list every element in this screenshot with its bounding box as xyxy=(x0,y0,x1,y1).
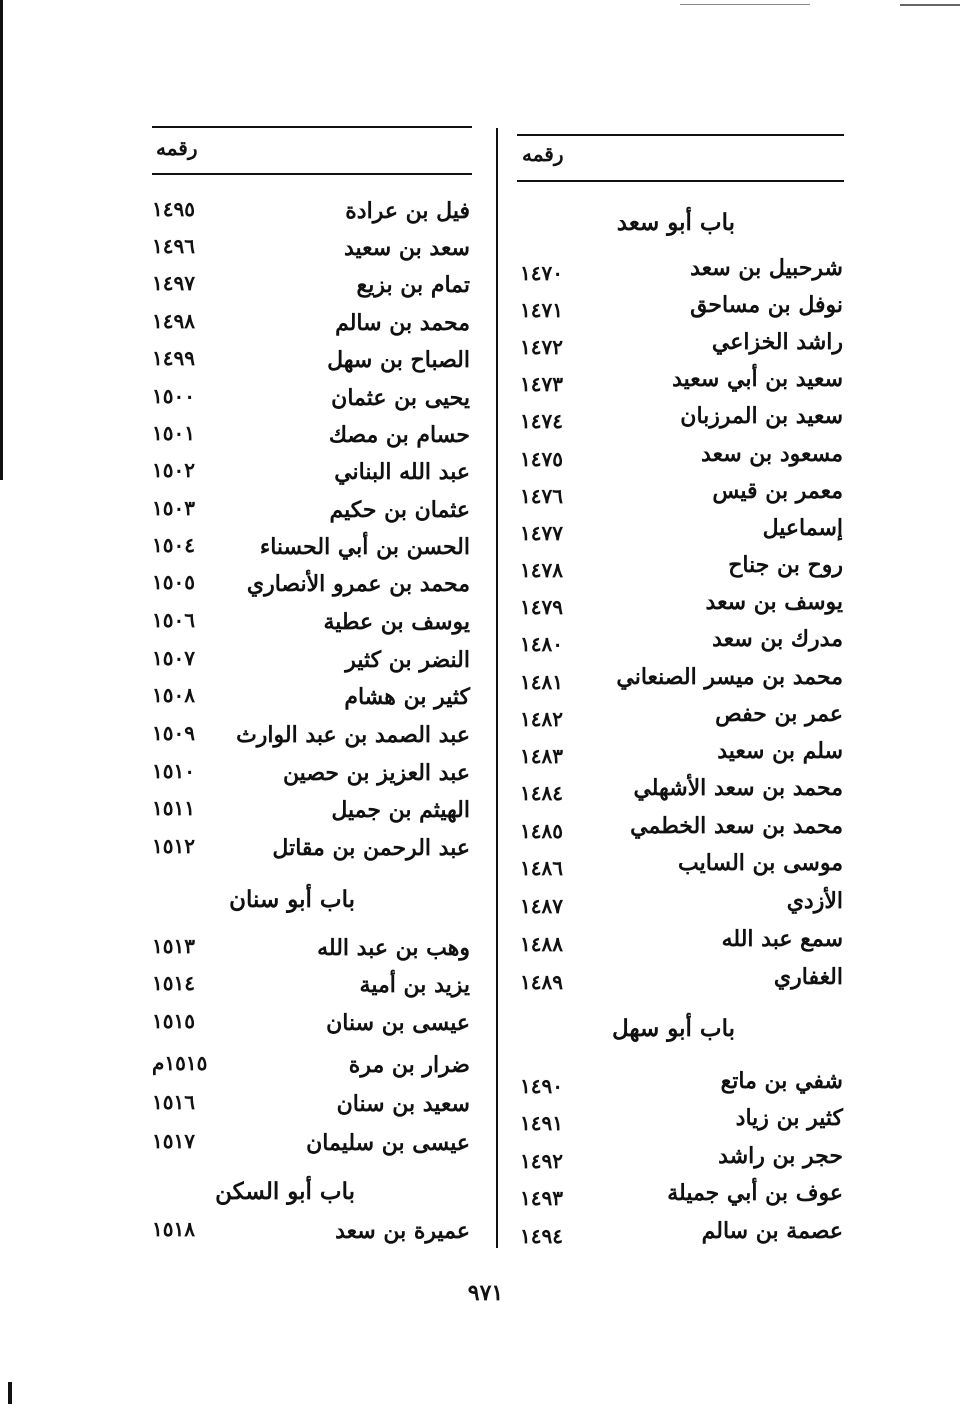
entry-name: النضر بن كثير xyxy=(345,647,470,673)
entry-number: ١٥١٢ xyxy=(152,834,195,858)
entry-number: ١٤٨١ xyxy=(520,670,563,694)
entry-name: يوسف بن سعد xyxy=(705,589,843,615)
entry-name: يوسف بن عطية xyxy=(323,609,470,635)
entry-number: ١٤٩٩ xyxy=(152,346,195,370)
entry-name: شرحبيل بن سعد xyxy=(690,255,843,281)
entry-name: عبد العزيز بن حصين xyxy=(282,760,470,786)
entry-number: ١٥١٦ xyxy=(152,1090,195,1114)
entry-number: ١٥٠٢ xyxy=(152,458,195,482)
entry-number: ١٤٧٦ xyxy=(520,484,563,508)
entry-name: إسماعيل xyxy=(762,515,843,541)
entry-number: ١٤٩٤ xyxy=(520,1224,563,1248)
entry-number: ١٤٩٧ xyxy=(152,271,195,295)
entry-name: الغفاري xyxy=(773,964,843,990)
entry-name: عيسى بن سنان xyxy=(326,1010,470,1036)
entry-name: عبد الله البناني xyxy=(334,459,470,485)
entry-number: ١٤٨٤ xyxy=(520,781,563,805)
entry-name: سعيد بن أبي سعيد xyxy=(672,366,843,392)
entry-name: تمام بن بزيع xyxy=(356,272,470,298)
entry-number: ١٤٨٦ xyxy=(520,856,563,880)
section-heading: باب أبو سهل xyxy=(611,1015,735,1042)
left-binding-edge xyxy=(0,0,3,480)
entry-name: عبد الرحمن بن مقاتل xyxy=(272,835,470,861)
entry-number: ١٥٠٥ xyxy=(152,570,195,594)
entry-number: ١٤٧٣ xyxy=(520,372,563,396)
entry-name: محمد بن عمرو الأنصاري xyxy=(246,571,470,597)
entry-number: ١٥١٥ xyxy=(152,1009,195,1033)
entry-number: ١٤٧٧ xyxy=(520,521,563,545)
entry-number: ١٤٧٩ xyxy=(520,595,563,619)
entry-number: ١٥٠٩ xyxy=(152,721,195,745)
entry-name: مدرك بن سعد xyxy=(712,626,843,652)
entry-name: سعيد بن المرزبان xyxy=(680,403,843,429)
entry-number: ١٥٠١ xyxy=(152,421,195,445)
entry-number: ١٤٩٢ xyxy=(520,1149,563,1173)
entry-name: يحيى بن عثمان xyxy=(331,385,470,411)
entry-name: سمع عبد الله xyxy=(721,926,843,952)
entry-name: عميرة بن سعد xyxy=(335,1218,470,1244)
entry-name: الحسن بن أبي الحسناء xyxy=(259,534,470,560)
entry-name: عصمة بن سالم xyxy=(701,1218,843,1244)
entry-number: ١٤٩٣ xyxy=(520,1186,563,1210)
column-divider xyxy=(496,128,498,1248)
top-scan-line-2 xyxy=(900,4,960,6)
left-column-header: رقمه xyxy=(156,136,198,160)
entry-name: فيل بن عرادة xyxy=(345,198,470,224)
entry-number: ١٥٠٧ xyxy=(152,646,195,670)
entry-name: عمر بن حفص xyxy=(715,701,843,727)
entry-name: سعد بن سعيد xyxy=(343,235,470,261)
entry-number: ١٤٨٩ xyxy=(520,970,563,994)
entry-name: يزيد بن أمية xyxy=(359,972,470,998)
entry-name: سعيد بن سنان xyxy=(336,1091,470,1117)
entry-number: ١٤٩٠ xyxy=(520,1074,563,1098)
entry-name: موسى بن السايب xyxy=(678,850,843,876)
entry-number: ١٥١٨ xyxy=(152,1217,195,1241)
entry-number: ١٤٧١ xyxy=(520,298,563,322)
entry-name: مسعود بن سعد xyxy=(701,441,843,467)
entry-number: ١٥١٤ xyxy=(152,971,195,995)
entry-number: ١٥١١ xyxy=(152,796,195,820)
entry-number: ١٤٨٢ xyxy=(520,707,563,731)
entry-name: سلم بن سعيد xyxy=(717,738,843,764)
entry-number: ١٤٧٢ xyxy=(520,335,563,359)
entry-number: ١٥٠٤ xyxy=(152,533,195,557)
entry-number: ١٥٠٣ xyxy=(152,496,195,520)
entry-name: كثير بن هشام xyxy=(344,684,470,710)
entry-name: ضرار بن مرة xyxy=(348,1052,470,1078)
entry-number: ١٤٩٨ xyxy=(152,309,195,333)
entry-name: الأزدي xyxy=(786,888,843,914)
entry-name: محمد بن سالم xyxy=(335,310,470,336)
entry-number: ١٤٨٠ xyxy=(520,632,563,656)
section-heading: باب أبو سنان xyxy=(229,886,355,913)
top-scan-line xyxy=(680,4,810,5)
entry-name: محمد بن سعد الخطمي xyxy=(630,813,843,839)
corner-mark xyxy=(8,1382,12,1404)
entry-number: ١٤٧٤ xyxy=(520,409,563,433)
entry-number: ١٥٠٨ xyxy=(152,683,195,707)
entry-number: ١٥١٠ xyxy=(152,759,195,783)
entry-number: ١٤٩٥ xyxy=(152,197,195,221)
entry-number: ١٤٨٨ xyxy=(520,932,563,956)
entry-name: عثمان بن حكيم xyxy=(329,497,470,523)
right-column-header: رقمه xyxy=(522,142,564,166)
entry-name: وهب بن عبد الله xyxy=(317,935,470,961)
entry-name: عوف بن أبي جميلة xyxy=(667,1180,843,1206)
entry-number: ١٤٧٠ xyxy=(520,261,563,285)
entry-number: ١٤٨٧ xyxy=(520,894,563,918)
entry-name: عيسى بن سليمان xyxy=(306,1130,470,1156)
entry-number: ١٥٠٠ xyxy=(152,384,195,408)
entry-number: ١٥١٧ xyxy=(152,1129,195,1153)
entry-name: كثير بن زياد xyxy=(735,1105,843,1131)
entry-number: ١٤٧٨ xyxy=(520,558,563,582)
entry-name: الهيثم بن جميل xyxy=(331,797,470,823)
entry-number: ١٤٨٥ xyxy=(520,819,563,843)
entry-name: الصباح بن سهل xyxy=(327,347,470,373)
entry-name: محمد بن ميسر الصنعاني xyxy=(616,664,843,690)
entry-name: روح بن جناح xyxy=(728,552,843,578)
page-number: ٩٧١ xyxy=(467,1280,504,1306)
left-header-top-rule xyxy=(152,126,472,128)
entry-name: راشد الخزاعي xyxy=(711,329,843,355)
entry-name: حسام بن مصك xyxy=(328,422,470,448)
left-header-bottom-rule xyxy=(152,173,472,175)
entry-number: ١٥١٥م xyxy=(152,1051,208,1075)
entry-name: شفي بن ماتع xyxy=(720,1068,843,1094)
entry-number: ١٤٨٣ xyxy=(520,744,563,768)
entry-name: نوفل بن مساحق xyxy=(690,292,843,318)
entry-name: حجر بن راشد xyxy=(718,1143,843,1169)
right-header-bottom-rule xyxy=(517,180,844,182)
entry-name: محمد بن سعد الأشهلي xyxy=(633,775,843,801)
entry-name: عبد الصمد بن عبد الوارث xyxy=(236,722,470,748)
right-header-top-rule xyxy=(517,134,844,136)
entry-number: ١٤٩١ xyxy=(520,1111,563,1135)
section-heading: باب أبو السكن xyxy=(215,1178,355,1205)
entry-number: ١٥١٣ xyxy=(152,934,195,958)
entry-number: ١٥٠٦ xyxy=(152,608,195,632)
entry-name: معمر بن قيس xyxy=(712,478,843,504)
entry-number: ١٤٩٦ xyxy=(152,234,195,258)
section-heading: باب أبو سعد xyxy=(616,209,735,236)
entry-number: ١٤٧٥ xyxy=(520,447,563,471)
